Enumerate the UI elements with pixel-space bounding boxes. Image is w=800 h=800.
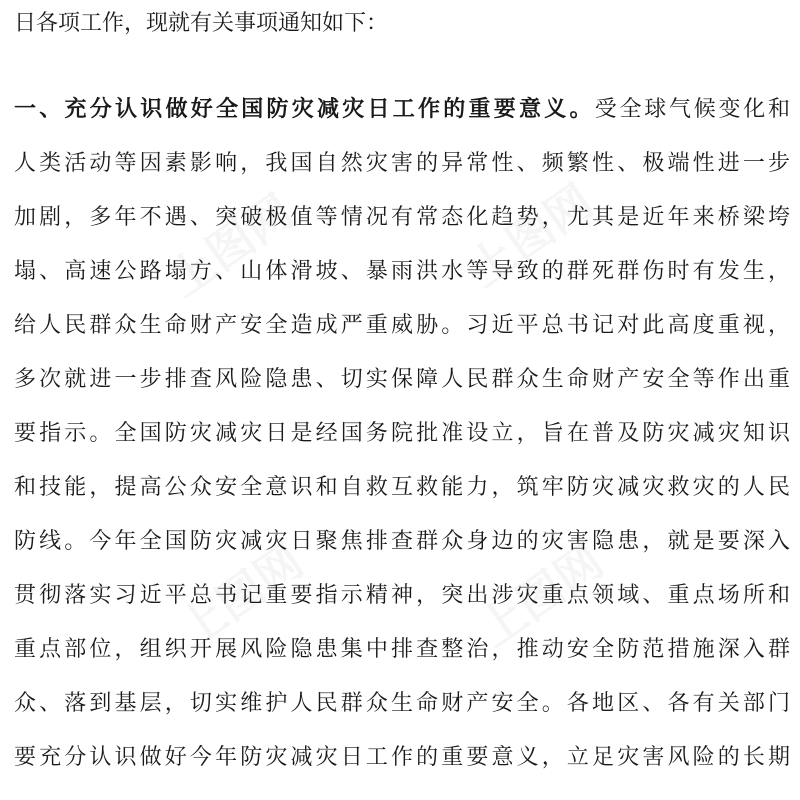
paragraph-line: 人类活动等因素影响，我国自然灾害的异常性、频繁性、极端性进一步	[14, 151, 790, 176]
paragraph-line: 塌、高速公路塌方、山体滑坡、暴雨洪水等导致的群死群伤时有发生，	[14, 259, 790, 284]
watermark: 上图网	[458, 173, 603, 298]
paragraph-line: 多次就进一步排查风险隐患、切实保障人民群众生命财产安全等作出重	[14, 367, 790, 392]
paragraph-line: 贯彻落实习近平总书记重要指示精神，突出涉灾重点领域、重点场所和	[14, 583, 790, 608]
watermark: 上图网	[468, 533, 613, 658]
watermark: 上图网	[158, 183, 303, 308]
paragraph-line: 要充分认识做好今年防灾减灾日工作的重要意义，立足灾害风险的长期	[14, 745, 790, 770]
paragraph-line: 众、落到基层，切实维护人民群众生命财产安全。各地区、各有关部门	[14, 691, 790, 716]
section-heading: 一、充分认识做好全国防灾减灾日工作的重要意义。	[14, 97, 595, 122]
section-heading-line	[14, 90, 790, 130]
watermark: 上图网	[168, 533, 313, 658]
paragraph-line: 重点部位，组织开展风险隐患集中排查整治，推动安全防范措施深入群	[14, 637, 790, 662]
paragraph-line: 日各项工作，现就有关事项通知如下：	[14, 11, 389, 36]
paragraph-text: 受全球气候变化和	[594, 97, 790, 122]
paragraph-line: 加剧，多年不遇、突破极值等情况有常态化趋势，尤其是近年来桥梁垮	[14, 205, 790, 230]
paragraph-line: 给人民群众生命财产安全造成严重威胁。习近平总书记对此高度重视，	[14, 313, 790, 338]
paragraph-line: 和技能，提高公众安全意识和自救互救能力，筑牢防灾减灾救灾的人民	[14, 475, 790, 500]
paragraph-line: 要指示。全国防灾减灾日是经国务院批准设立，旨在普及防灾减灾知识	[14, 421, 790, 446]
paragraph-line: 防线。今年全国防灾减灾日聚焦排查群众身边的灾害隐患，就是要深入	[14, 529, 790, 554]
